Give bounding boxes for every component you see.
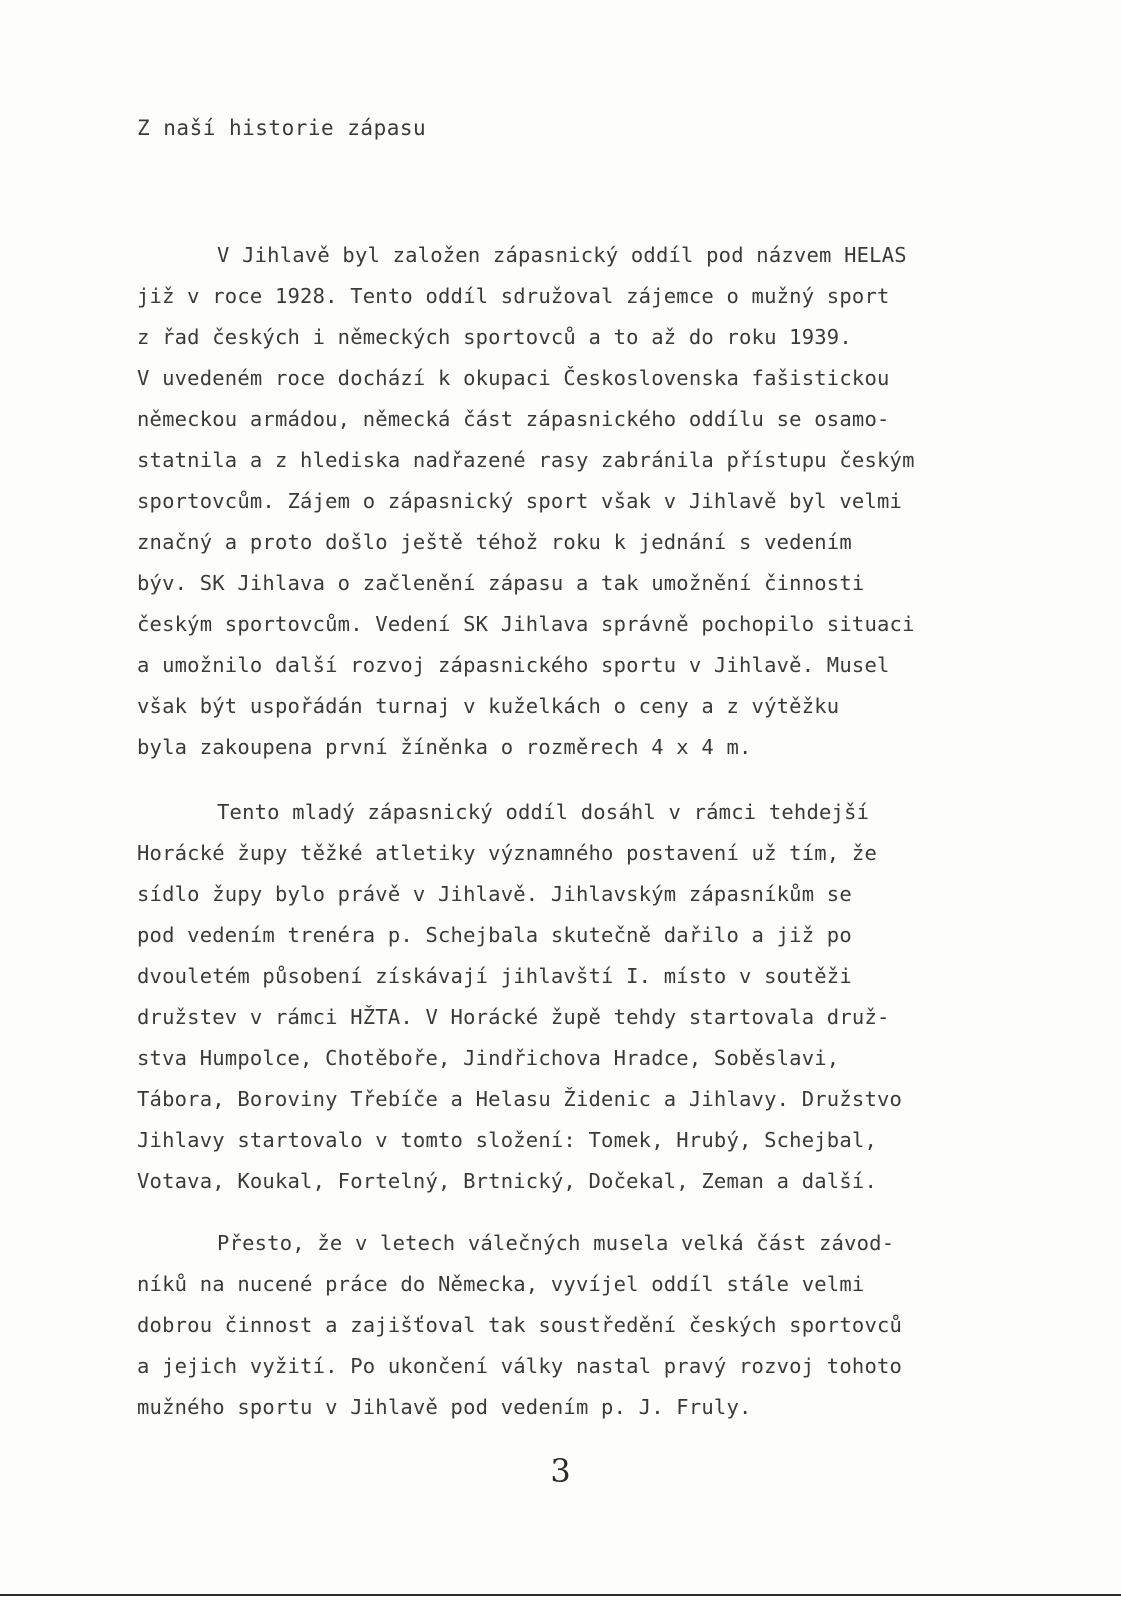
text-line: a jejich vyžití. Po ukončení války nastal pravý rozvoj tohoto <box>137 1354 903 1378</box>
text-line: byla zakoupena první žíněnka o rozměrech 4 x 4 m. <box>137 735 752 759</box>
page-number: 3 <box>550 1452 571 1490</box>
text-line: značný a proto došlo ještě téhož roku k jednání s vedením <box>137 530 852 554</box>
text-line: mužného sportu v Jihlavě pod vedením p. J. Fruly. <box>137 1395 752 1419</box>
text-line: z řad českých i německých sportovců a to až do roku 1939. <box>137 325 852 349</box>
text-line: níků na nucené práce do Německa, vyvíjel oddíl stále velmi <box>137 1272 865 1296</box>
text-line: sídlo župy bylo právě v Jihlavě. Jihlavským zápasníkům se <box>137 882 852 906</box>
paragraph-1 <box>137 235 997 768</box>
text-line: Votava, Koukal, Fortelný, Brtnický, Dočekal, Zeman a další. <box>137 1169 877 1193</box>
text-line: však být uspořádán turnaj v kuželkách o ceny a z výtěžku <box>137 694 840 718</box>
text-line: družstev v rámci HŽTA. V Horácké župě tehdy startovala druž- <box>137 1005 890 1029</box>
text-line: Tento mladý zápasnický oddíl dosáhl v rámci tehdejší <box>217 800 870 824</box>
paragraph-2 <box>137 792 997 1202</box>
text-line: českým sportovcům. Vedení SK Jihlava správně pochopilo situaci <box>137 612 915 636</box>
text-line: V Jihlavě byl založen zápasnický oddíl pod názvem HELAS <box>217 243 907 267</box>
text-line: stva Humpolce, Chotěboře, Jindřichova Hradce, Soběslavi, <box>137 1046 840 1070</box>
text-line: a umožnilo další rozvoj zápasnického sportu v Jihlavě. Musel <box>137 653 890 677</box>
text-line: dobrou činnost a zajišťoval tak soustředění českých sportovců <box>137 1313 903 1337</box>
scan-edge-line <box>0 1594 1121 1596</box>
text-line: již v roce 1928. Tento oddíl sdružoval zájemce o mužný sport <box>137 284 890 308</box>
paragraph-3 <box>137 1223 997 1428</box>
document-title: Z naší historie zápasu <box>137 116 427 140</box>
text-line: statnila a z hlediska nadřazené rasy zabránila přístupu českým <box>137 448 915 472</box>
text-line: býv. SK Jihlava o začlenění zápasu a tak umožnění činnosti <box>137 571 865 595</box>
text-line: V uvedeném roce dochází k okupaci Československa fašistickou <box>137 366 890 390</box>
text-line: Horácké župy těžké atletiky významného postavení už tím, že <box>137 841 877 865</box>
text-line: dvouletém působení získávají jihlavští I. místo v soutěži <box>137 964 852 988</box>
text-line: Jihlavy startovalo v tomto složení: Tomek, Hrubý, Schejbal, <box>137 1128 877 1152</box>
text-line: pod vedením trenéra p. Schejbala skutečně dařilo a již po <box>137 923 852 947</box>
text-line: Tábora, Boroviny Třebíče a Helasu Židenic a Jihlavy. Družstvo <box>137 1087 903 1111</box>
text-line: sportovcům. Zájem o zápasnický sport však v Jihlavě byl velmi <box>137 489 903 513</box>
text-line: Přesto, že v letech válečných musela velká část závod- <box>217 1231 895 1255</box>
text-line: německou armádou, německá část zápasnického oddílu se osamo- <box>137 407 890 431</box>
